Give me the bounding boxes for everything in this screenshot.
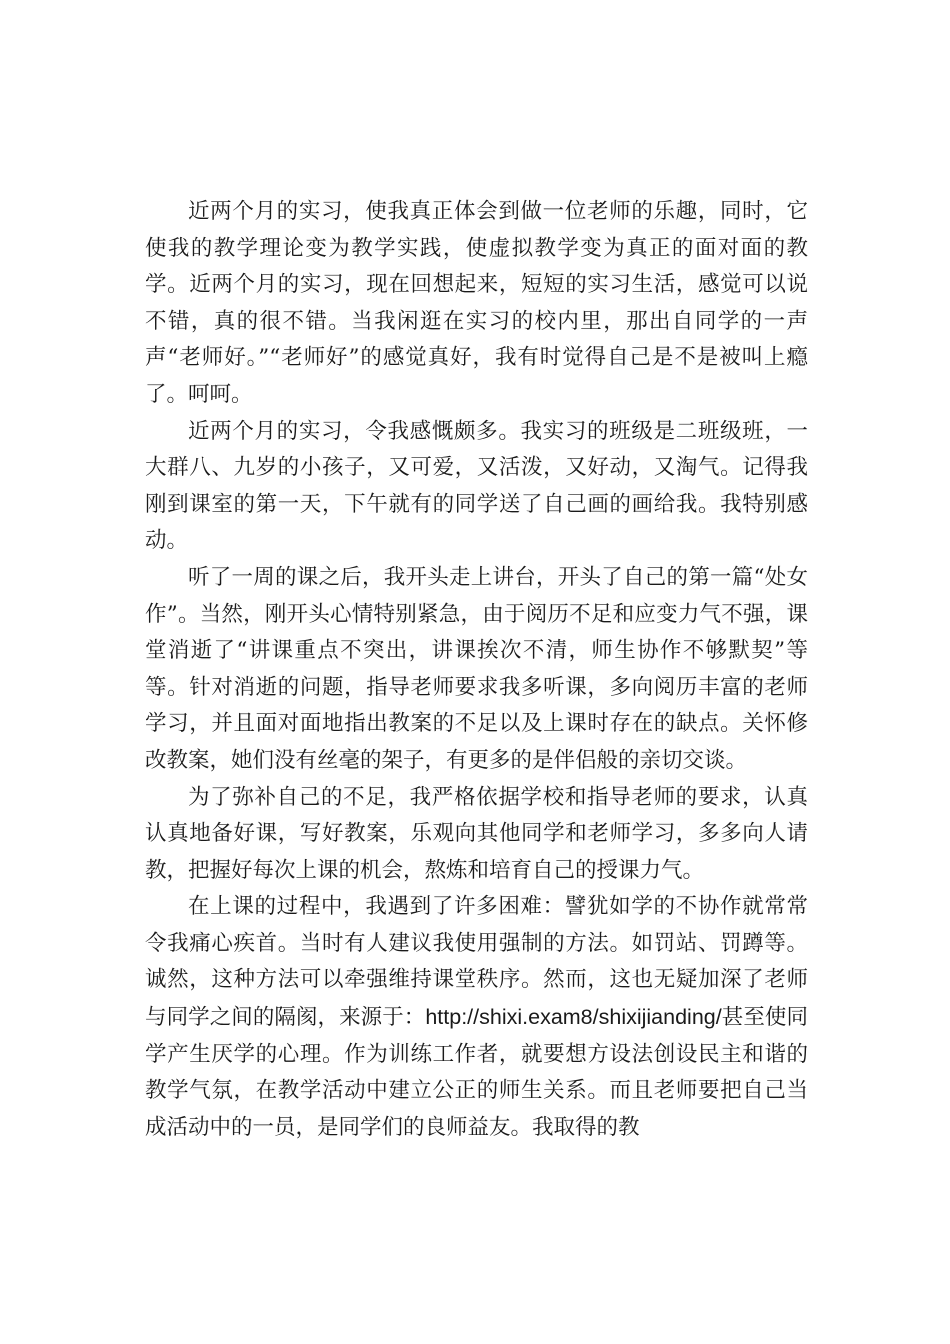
source-url: http://shixi.exam8/shixijianding/: [425, 1005, 722, 1030]
paragraph-3: 听了一周的课之后，我开头走上讲台，开头了自己的第一篇“处女作”。当然，刚开头心情特别紧急，由于阅历不足和应变力气不强，课堂消逝了“讲课重点不突出，讲课挨次不清，师生协作不够默契”等等。针对消逝的问题，指导老师要求我多听课，多向阅历丰富的老师学习，并且面对面地指出教案的不足以及上课时存在的缺点。关怀修改教案，她们没有丝毫的架子，有更多的是伴侣般的亲切交谈。: [145, 564, 808, 773]
paragraph-1: 近两个月的实习，使我真正体会到做一位老师的乐趣，同时，它使我的教学理论变为教学实践，使虚拟教学变为真正的面对面的教学。近两个月的实习，现在回想起来，短短的实习生活，感觉可以说不错，真的很不错。当我闲逛在实习的校内里，那出自同学的一声声“老师好。”“老师好”的感觉真好，我有时觉得自己是不是被叫上瘾了。呵呵。: [145, 199, 808, 407]
paragraph-5-text-end: 甚至使同学产生厌学的心理。作为训练工作者，就要想方设法创设民主和谐的教学气氛，在教学活动中建立公正的师生关系。而且老师要把自己当成活动中的一员，是同学们的良师益友。我取得的教: [145, 1005, 808, 1140]
paragraph-5-text-start: 在上课的过程中，我遇到了许多困难：譬犹如学的不协作就常常令我痛心疾首。当时有人建议我使用强制的方法。如罚站、罚蹲等。诚然，这种方法可以牵强维持课堂秩序。然而，这也无疑加深了老师与同学之间的隔阂，来源于：: [145, 894, 808, 1031]
paragraph-2: 近两个月的实习，令我感慨颇多。我实习的班级是二班级班，一大群八、九岁的小孩子，又可爱，又活泼，又好动，又淘气。记得我刚到课室的第一天，下午就有的同学送了自己画的画给我。我特别感动。: [145, 418, 808, 554]
paragraph-4: 为了弥补自己的不足，我严格依据学校和指导老师的要求，认真认真地备好课，写好教案，乐观向其他同学和老师学习，多多向人请教，把握好每次上课的机会，熬炼和培育自己的授课力气。: [145, 784, 808, 883]
paragraph-5: [145, 889, 808, 1146]
document-body: [145, 194, 808, 1146]
